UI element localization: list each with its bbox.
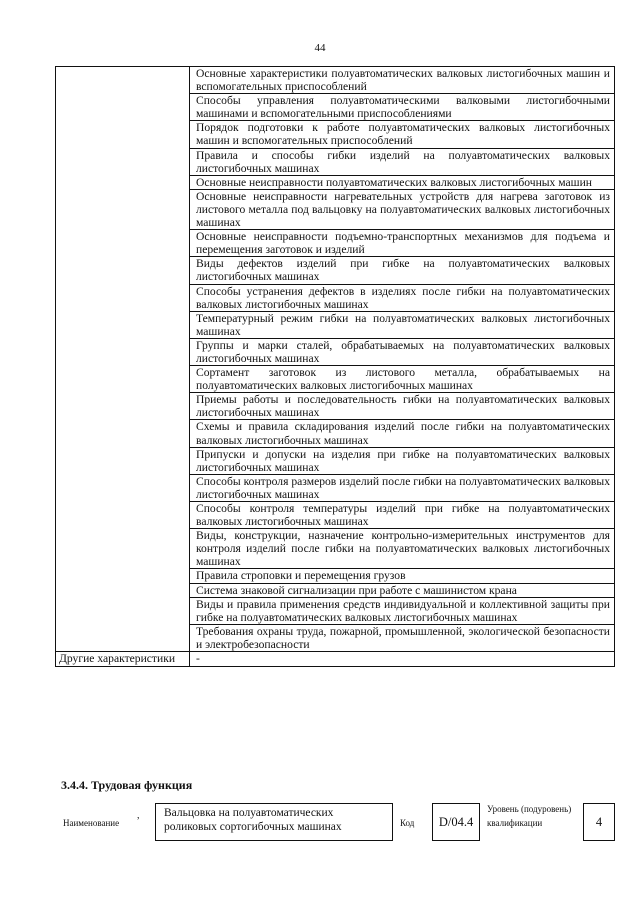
code-field: D/04.4 <box>432 803 480 841</box>
knowledge-item: Припуски и допуски на изделия при гибке на полуавтоматических валковых листогибочных машинах <box>190 447 615 474</box>
knowledge-item: Схемы и правила складирования изделий после гибки на полуавтоматических валковых листогибочных машинах <box>190 420 615 447</box>
knowledge-item: Сортамент заготовок из листового металла, обрабатываемых на полуавтоматических валковых листогибочных машинах <box>190 366 615 393</box>
knowledge-item: Система знаковой сигнализации при работе с машинистом крана <box>190 583 615 597</box>
knowledge-item: Способы управления полуавтоматическими валковыми листогибочными машинами и вспомогательными приспособлениями <box>190 94 615 121</box>
knowledge-item: Правила и способы гибки изделий на полуавтоматических валковых листогибочных машинах <box>190 148 615 175</box>
knowledge-table <box>55 66 615 667</box>
code-label: Код <box>400 818 415 828</box>
page-number: 44 <box>314 42 326 54</box>
knowledge-item: Порядок подготовки к работе полуавтоматических валковых листогибочных машин и вспомогательных приспособлений <box>190 121 615 148</box>
other-characteristics-row <box>56 652 615 667</box>
row-label-cell <box>56 67 190 652</box>
knowledge-item: Основные неисправности подъемно-транспортных механизмов для подъема и перемещения заготовок и изделий <box>190 230 615 257</box>
knowledge-item: Виды дефектов изделий при гибке на полуавтоматических валковых листогибочных машинах <box>190 257 615 284</box>
knowledge-item: Приемы работы и последовательность гибки на полуавтоматических валковых листогибочных машинах <box>190 393 615 420</box>
knowledge-item: Правила строповки и перемещения грузов <box>190 569 615 583</box>
knowledge-item: Основные неисправности полуавтоматических валковых листогибочных машин <box>190 175 615 189</box>
knowledge-item: Способы контроля размеров изделий после гибки на полуавтоматических валковых листогибочных машинах <box>190 474 615 501</box>
qualification-level-label: Уровень (подуровень) квалификации <box>487 804 572 828</box>
knowledge-item: Способы контроля температуры изделий при гибке на полуавтоматических валковых листогибочных машинах <box>190 502 615 529</box>
knowledge-item: Температурный режим гибки на полуавтоматических валковых листогибочных машинах <box>190 311 615 338</box>
knowledge-item: Виды и правила применения средств индивидуальной и коллективной защиты при гибке на полуавтоматических валковых листогибочных машинах <box>190 597 615 624</box>
knowledge-item: Группы и марки сталей, обрабатываемых на полуавтоматических валковых листогибочных машинах <box>190 338 615 365</box>
other-characteristics-value: - <box>190 652 615 667</box>
qualification-level-field: 4 <box>583 803 615 841</box>
knowledge-item: Способы устранения дефектов в изделиях после гибки на полуавтоматических валковых листогибочных машинах <box>190 284 615 311</box>
name-label: Наименование <box>63 818 120 828</box>
knowledge-item: Основные характеристики полуавтоматических валковых листогибочных машин и вспомогательных приспособлений <box>190 67 615 94</box>
function-name-field: Вальцовка на полуавтоматических роликовых сортогибочных машинах <box>155 803 393 841</box>
other-characteristics-label: Другие характеристики <box>56 652 190 667</box>
knowledge-item: Требования охраны труда, пожарной, промышленной, экологической безопасности и электробезопасности <box>190 624 615 651</box>
knowledge-item: Основные неисправности нагревательных устройств для нагрева заготовок из листового металла под вальцовку на полуавтоматических валковых листогибочных машинах <box>190 189 615 229</box>
table-row <box>56 67 615 94</box>
section-heading: 3.4.4. Трудовая функция <box>61 778 193 792</box>
knowledge-item: Виды, конструкции, назначение контрольно-измерительных инструментов для контроля изделий после гибки на полуавтоматических валковых листогибочных машинах <box>190 529 615 569</box>
